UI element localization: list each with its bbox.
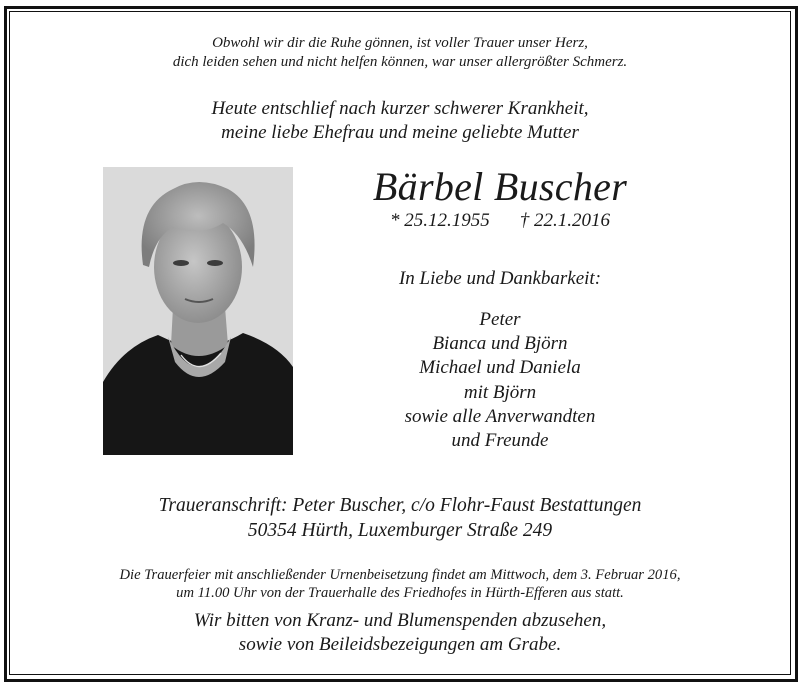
request-line-2: sowie von Beileidsbezeigungen am Grabe.	[238, 634, 562, 655]
request-line-1: Wir bitten von Kranz- und Blumenspenden abzusehen,	[193, 610, 607, 631]
ceremony-line-1: Die Trauerfeier mit anschließender Urnenbeisetzung findet am Mittwoch, dem 3. Februar 2016,	[119, 567, 681, 583]
death-date: † 22.1.2016	[519, 210, 610, 231]
birth-date: * 25.12.1955	[390, 210, 490, 231]
deceased-name: Bärbel Buscher	[372, 164, 628, 209]
address-line-2: 50354 Hürth, Luxemburger Straße 249	[247, 520, 553, 541]
address-line-1: Traueranschrift: Peter Buscher, c/o Flohr-Faust Bestattungen	[158, 495, 642, 516]
intro-line-2: meine liebe Ehefrau und meine geliebte Mutter	[221, 122, 579, 143]
portrait-illustration	[103, 167, 293, 455]
family-member: sowie alle Anverwandten	[404, 406, 596, 427]
family-member: Michael und Daniela	[419, 357, 581, 378]
ceremony-line-2: um 11.00 Uhr von der Trauerhalle des Friedhofes in Hürth-Efferen aus statt.	[176, 585, 624, 601]
poem-line-1: Obwohl wir dir die Ruhe gönnen, ist voller Trauer unser Herz,	[212, 35, 588, 51]
life-dates	[300, 210, 700, 232]
family-member: mit Björn	[463, 382, 537, 403]
family-member: und Freunde	[451, 430, 549, 451]
signoff: In Liebe und Dankbarkeit:	[398, 268, 602, 289]
family-member: Bianca und Björn	[432, 333, 568, 354]
family-member: Peter	[479, 309, 521, 330]
portrait-photo	[103, 167, 293, 455]
poem-line-2: dich leiden sehen und nicht helfen können, war unser allergrößter Schmerz.	[172, 54, 628, 70]
intro-line-1: Heute entschlief nach kurzer schwerer Krankheit,	[211, 98, 589, 119]
